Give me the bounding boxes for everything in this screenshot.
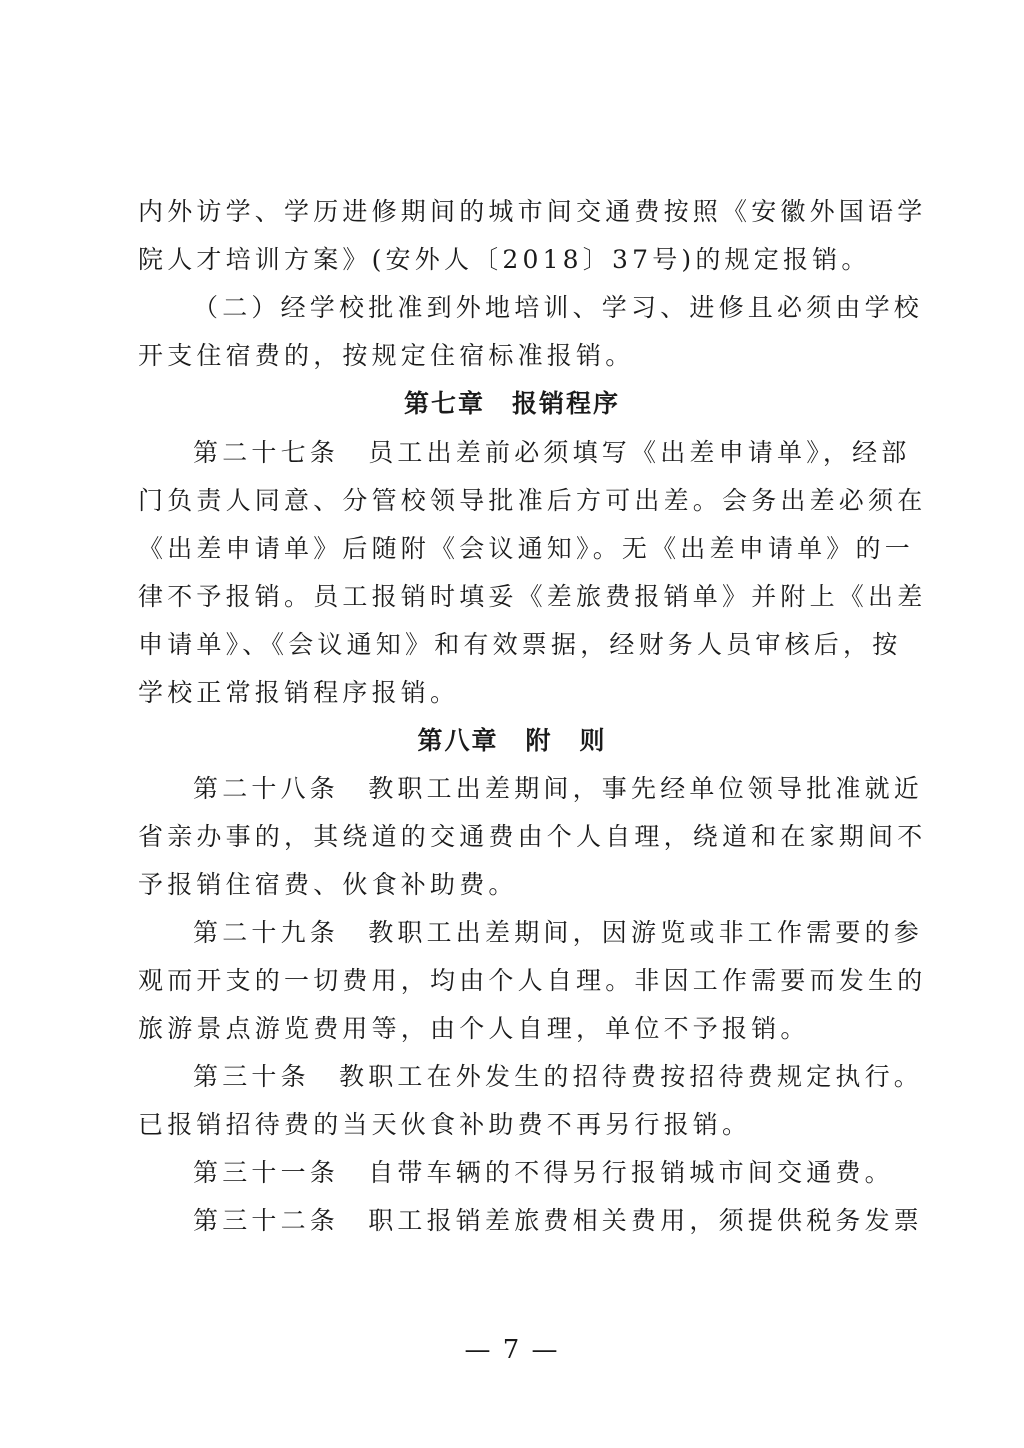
chapter-heading: 第七章 报销程序 [403,389,620,418]
text-line: 律不予报销。员工报销时填妥《差旅费报销单》并附上《出差 [138,582,927,611]
text-line: 《出差申请单》后随附《会议通知》。无《出差申请单》的一 [138,534,914,563]
text-line: 观而开支的一切费用，均由个人自理。非因工作需要而发生的 [138,966,927,995]
text-line: 省亲办事的，其绕道的交通费由个人自理，绕道和在家期间不 [138,822,927,851]
text-line: 院人才培训方案》(安外人〔2018〕37号)的规定报销。 [138,245,871,274]
text-line: 予报销住宿费、伙食补助费。 [138,870,518,899]
text-line: 旅游景点游览费用等，由个人自理，单位不予报销。 [138,1014,810,1043]
text-line: （二）经学校批准到外地培训、学习、进修且必须由学校 [193,293,924,322]
text-line: 第三十条 教职工在外发生的招待费按招待费规定执行。 [193,1062,924,1091]
text-line: 已报销招待费的当天伙食补助费不再另行报销。 [138,1110,752,1139]
text-line: 第三十二条 职工报销差旅费相关费用，须提供税务发票 [193,1206,924,1235]
text-line: 申请单》、《会议通知》和有效票据，经财务人员审核后，按 [138,630,902,659]
text-line: 内外访学、学历进修期间的城市间交通费按照《安徽外国语学 [138,197,927,226]
text-line: 学校正常报销程序报销。 [138,678,460,707]
text-line: 第二十九条 教职工出差期间，因游览或非工作需要的参 [193,918,924,947]
text-line: 开支住宿费的，按规定住宿标准报销。 [138,341,635,370]
text-line: 门负责人同意、分管校领导批准后方可出差。会务出差必须在 [138,486,927,515]
chapter-heading: 第八章 附 则 [417,726,607,755]
text-line: 第二十八条 教职工出差期间，事先经单位领导批准就近 [193,774,924,803]
page-number: — 7 — [464,1335,560,1365]
text-line: 第三十一条 自带车辆的不得另行报销城市间交通费。 [193,1158,894,1187]
text-line: 第二十七条 员工出差前必须填写《出差申请单》，经部 [193,438,911,467]
